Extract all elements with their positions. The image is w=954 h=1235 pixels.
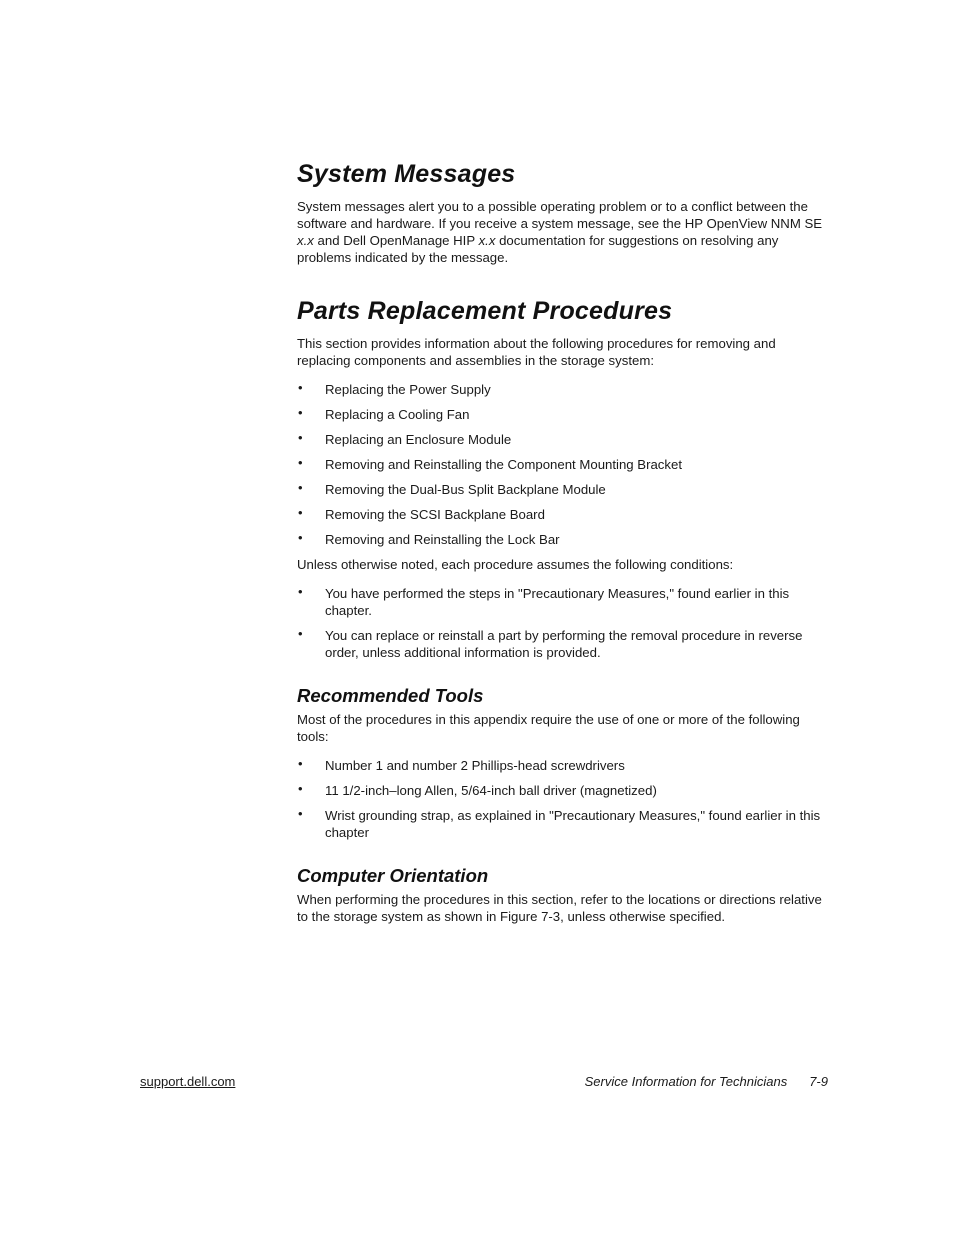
list-item-text: Removing the SCSI Backplane Board bbox=[325, 507, 545, 522]
section-heading-system-messages: System Messages bbox=[297, 160, 516, 188]
bullet-icon: • bbox=[298, 756, 303, 771]
bullet-icon: • bbox=[298, 781, 303, 796]
list-item-text: Replacing a Cooling Fan bbox=[325, 407, 470, 422]
bullet-icon: • bbox=[298, 455, 303, 470]
list-item-text: Replacing an Enclosure Module bbox=[325, 432, 512, 447]
bullet-icon: • bbox=[298, 405, 303, 420]
chapter-title: Service Information for Technicians bbox=[584, 1074, 788, 1089]
list-item-text: Removing the Dual-Bus Split Backplane Module bbox=[325, 482, 606, 497]
page-content bbox=[297, 160, 832, 925]
text-run: System messages alert you to a possible operating problem or to a conflict between the software and hardware. If you receive a system message, see the HP OpenView NNM SE bbox=[297, 199, 823, 231]
list-item bbox=[297, 807, 832, 841]
list-item-text: You have performed the steps in "Precautionary Measures," found earlier in this chapter. bbox=[325, 586, 790, 618]
page-number: 7-9 bbox=[809, 1074, 828, 1089]
bullet-icon: • bbox=[298, 505, 303, 520]
bullet-icon: • bbox=[298, 584, 303, 599]
bullet-icon: • bbox=[298, 480, 303, 495]
page-footer bbox=[585, 1074, 828, 1089]
list-item bbox=[297, 456, 832, 473]
list-item bbox=[297, 782, 832, 799]
parts-replacement-intro: This section provides information about the following procedures for removing and replacing components and assemblies in the storage system: bbox=[297, 336, 776, 368]
list-item bbox=[297, 757, 832, 774]
conditions-list bbox=[297, 585, 832, 661]
version-variable: x.x bbox=[297, 233, 314, 248]
support-link[interactable]: support.dell.com bbox=[140, 1074, 236, 1089]
computer-orientation-paragraph: When performing the procedures in this section, refer to the locations or directions relative to the storage system as shown in Figure 7-3, unless otherwise specified. bbox=[297, 892, 822, 924]
section-heading-parts-replacement: Parts Replacement Procedures bbox=[297, 297, 673, 325]
list-item bbox=[297, 431, 832, 448]
text-run: documentation for suggestions on resolving any problems indicated by the message. bbox=[297, 233, 779, 265]
conditions-intro: Unless otherwise noted, each procedure assumes the following conditions: bbox=[297, 557, 734, 572]
list-item-text: Removing and Reinstalling the Lock Bar bbox=[325, 532, 560, 547]
list-item bbox=[297, 481, 832, 498]
bullet-icon: • bbox=[298, 806, 303, 821]
section-heading-recommended-tools: Recommended Tools bbox=[297, 685, 484, 706]
list-item-text: Wrist grounding strap, as explained in "Precautionary Measures," found earlier in this chapter bbox=[325, 808, 821, 840]
list-item-text: Removing and Reinstalling the Component Mounting Bracket bbox=[325, 457, 682, 472]
list-item-text: Number 1 and number 2 Phillips-head screwdrivers bbox=[325, 758, 625, 773]
list-item bbox=[297, 627, 832, 661]
list-item bbox=[297, 585, 832, 619]
text-run: and Dell OpenManage HIP bbox=[313, 233, 479, 248]
list-item bbox=[297, 381, 832, 398]
list-item-text: 11 1/2-inch–long Allen, 5/64-inch ball driver (magnetized) bbox=[325, 783, 657, 798]
recommended-tools-intro: Most of the procedures in this appendix require the use of one or more of the following tools: bbox=[297, 712, 800, 744]
version-variable: x.x bbox=[478, 233, 496, 248]
list-item-text: You can replace or reinstall a part by performing the removal procedure in reverse order, unless additional information is provided. bbox=[325, 628, 803, 660]
bullet-icon: • bbox=[298, 430, 303, 445]
system-messages-paragraph bbox=[297, 198, 832, 266]
list-item bbox=[297, 506, 832, 523]
bullet-icon: • bbox=[298, 530, 303, 545]
list-item bbox=[297, 406, 832, 423]
bullet-icon: • bbox=[298, 626, 303, 641]
list-item-text: Replacing the Power Supply bbox=[325, 382, 491, 397]
bullet-icon: • bbox=[298, 380, 303, 395]
tools-list bbox=[297, 757, 832, 841]
procedures-list bbox=[297, 381, 832, 548]
list-item bbox=[297, 531, 832, 548]
section-heading-computer-orientation: Computer Orientation bbox=[297, 865, 489, 886]
